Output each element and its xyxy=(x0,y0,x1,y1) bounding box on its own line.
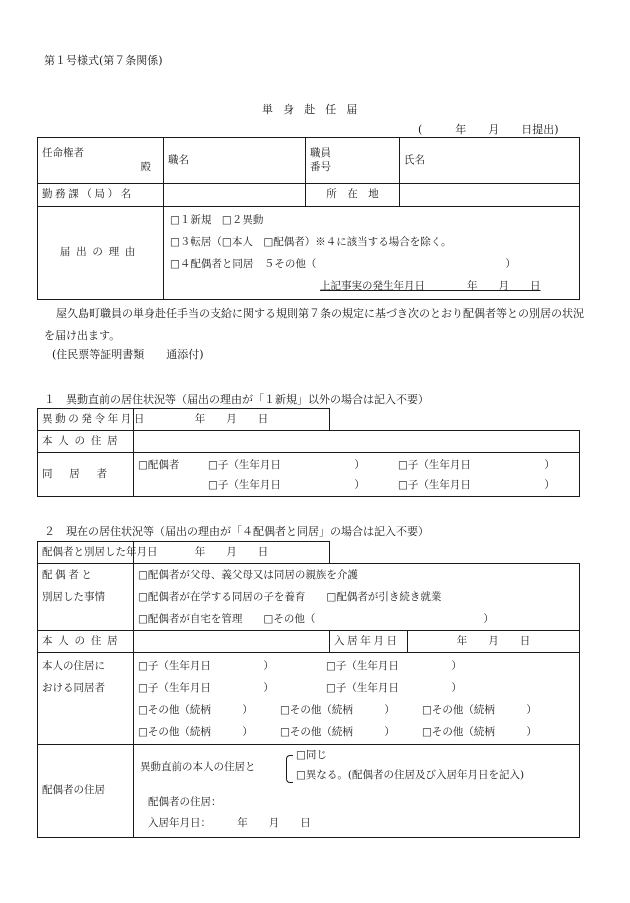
section2-table xyxy=(37,541,580,838)
move-in-value[interactable]: 年 月 日 xyxy=(408,631,580,653)
child-option-4[interactable]: □子（生年月日 ） xyxy=(398,478,555,491)
other-row2-b[interactable]: □その他（続柄 ） xyxy=(280,726,395,738)
staff-no-label xyxy=(306,138,344,184)
cohabitant-label-2a: 本人の住居に xyxy=(42,660,105,672)
separation-reason-label-2: 別居した事情 xyxy=(42,591,105,603)
cohabitant-label-text: 同居者 xyxy=(42,467,124,480)
residence-label-2: 本人の住居 xyxy=(38,631,134,653)
appointer-suffix: 殿 xyxy=(140,160,151,173)
other-row1-c[interactable]: □その他（続柄 ） xyxy=(422,704,537,716)
department-field[interactable] xyxy=(164,184,306,207)
brace xyxy=(286,755,293,783)
occurrence-date[interactable]: 上記事実の発生年月日 年 月 日 xyxy=(320,280,541,292)
appointer-label: 任命権者 xyxy=(42,146,84,159)
transfer-date-label: 異動の発令年月日 xyxy=(38,409,134,431)
reason-option-2[interactable]: □３転居（□本人 □配偶者）※４に該当する場合を除く。 xyxy=(170,236,452,248)
same-option[interactable]: □同じ xyxy=(296,749,327,761)
compare-label: 異動直前の本人の住居と xyxy=(140,761,256,773)
separation-reason-3[interactable]: □配偶者が自宅を管理 □その他（ ） xyxy=(138,613,494,625)
department-label: 勤務課（局）名 xyxy=(38,184,164,207)
section1-table xyxy=(37,408,580,497)
residence-field-1[interactable] xyxy=(134,431,580,453)
location-field[interactable] xyxy=(400,184,580,207)
child-row2-b[interactable]: □子（生年月日 ） xyxy=(326,682,462,694)
separation-date-label: 配偶者と別居した年月日 xyxy=(38,542,134,564)
other-row1-a[interactable]: □その他（続柄 ） xyxy=(138,704,253,716)
cohabitant-label-2 xyxy=(38,653,134,745)
job-title-label: 職名 xyxy=(164,138,200,184)
child-option-1[interactable]: □子（生年月日 ） xyxy=(208,458,365,471)
child-option-2[interactable]: □子（生年月日 ） xyxy=(398,458,555,471)
other-row2-c[interactable]: □その他（続柄 ） xyxy=(422,726,537,738)
child-row1-b[interactable]: □子（生年月日 ） xyxy=(326,660,462,672)
other-row2-a[interactable]: □その他（続柄 ） xyxy=(138,726,253,738)
reason-option-3[interactable]: □４配偶者と同居 ５その他（ ） xyxy=(170,258,516,270)
reason-options[interactable] xyxy=(164,207,580,300)
blank xyxy=(330,409,580,431)
job-title-field[interactable] xyxy=(200,138,306,184)
separation-date-value[interactable]: 年 月 日 xyxy=(134,542,330,564)
staff-no-label-1: 職員 xyxy=(310,146,331,159)
spouse-residence-field[interactable] xyxy=(134,745,580,838)
separation-reason-1[interactable]: □配偶者が父母、義父母又は同居の親族を介護 xyxy=(138,569,358,581)
separation-reason-label-1: 配偶者と xyxy=(42,569,95,581)
residence-label-1: 本人の住居 xyxy=(38,431,134,453)
staff-no-field[interactable] xyxy=(344,138,400,184)
child-option-3[interactable]: □子（生年月日 ） xyxy=(208,478,365,491)
applicant-table xyxy=(37,137,580,300)
section1-heading: １ 異動直前の居住状況等（届出の理由が「１新規」以外の場合は記入不要） xyxy=(44,393,429,406)
form-number: 第１号様式(第７条関係) xyxy=(44,54,163,67)
residence-field-2[interactable] xyxy=(134,631,330,653)
cohabitant-label-2b: おける同居者 xyxy=(42,682,105,694)
spouse-residence-label: 配偶者の住居 xyxy=(38,745,134,838)
cohabitant-label-1 xyxy=(38,453,134,497)
child-row1-a[interactable]: □子（生年月日 ） xyxy=(138,660,274,672)
reason-option-1[interactable]: □１新規 □２異動 xyxy=(170,214,264,226)
different-option[interactable]: □異なる。(配偶者の住居及び入居年月日を記入) xyxy=(296,769,525,781)
blank xyxy=(330,542,580,564)
other-row1-b[interactable]: □その他（続柄 ） xyxy=(280,704,395,716)
appointer-cell[interactable] xyxy=(38,138,164,184)
name-label: 氏名 xyxy=(400,138,436,184)
attachment-note: (住民票等証明書類 通添付) xyxy=(52,348,204,361)
spouse-move-in[interactable]: 入居年月日： 年 月 日 xyxy=(148,817,311,829)
spouse-option[interactable]: □配偶者 xyxy=(138,458,180,471)
cohabitant-options-2[interactable] xyxy=(134,653,580,745)
staff-no-label-2: 番号 xyxy=(310,160,331,173)
separation-reason-2[interactable]: □配偶者が在学する同居の子を養育 □配偶者が引き続き就業 xyxy=(138,591,442,603)
child-row2-a[interactable]: □子（生年月日 ） xyxy=(138,682,274,694)
move-in-label: 入居年月日 xyxy=(330,631,408,653)
cohabitant-options-1[interactable] xyxy=(134,453,580,497)
transfer-date-value[interactable]: 年 月 日 xyxy=(134,409,330,431)
separation-reason-label xyxy=(38,564,134,631)
location-label: 所 在 地 xyxy=(306,184,400,207)
reason-label: 届出の理由 xyxy=(38,207,164,300)
intro-paragraph: 屋久島町職員の単身赴任手当の支給に関する規則第７条の規定に基づき次のとおり配偶者等との別居の状況を届け出ます。 xyxy=(44,307,584,342)
section2-heading: ２ 現在の居住状況等（届出の理由が「４配偶者と同居」の場合は記入不要） xyxy=(44,525,429,538)
name-field[interactable] xyxy=(436,138,580,184)
submission-date: ( 年 月 日提出) xyxy=(418,123,559,136)
form-title: 単 身 赴 任 届 xyxy=(262,103,361,116)
spouse-address-label[interactable]: 配偶者の住居： xyxy=(148,796,222,808)
separation-reasons[interactable] xyxy=(134,564,580,631)
